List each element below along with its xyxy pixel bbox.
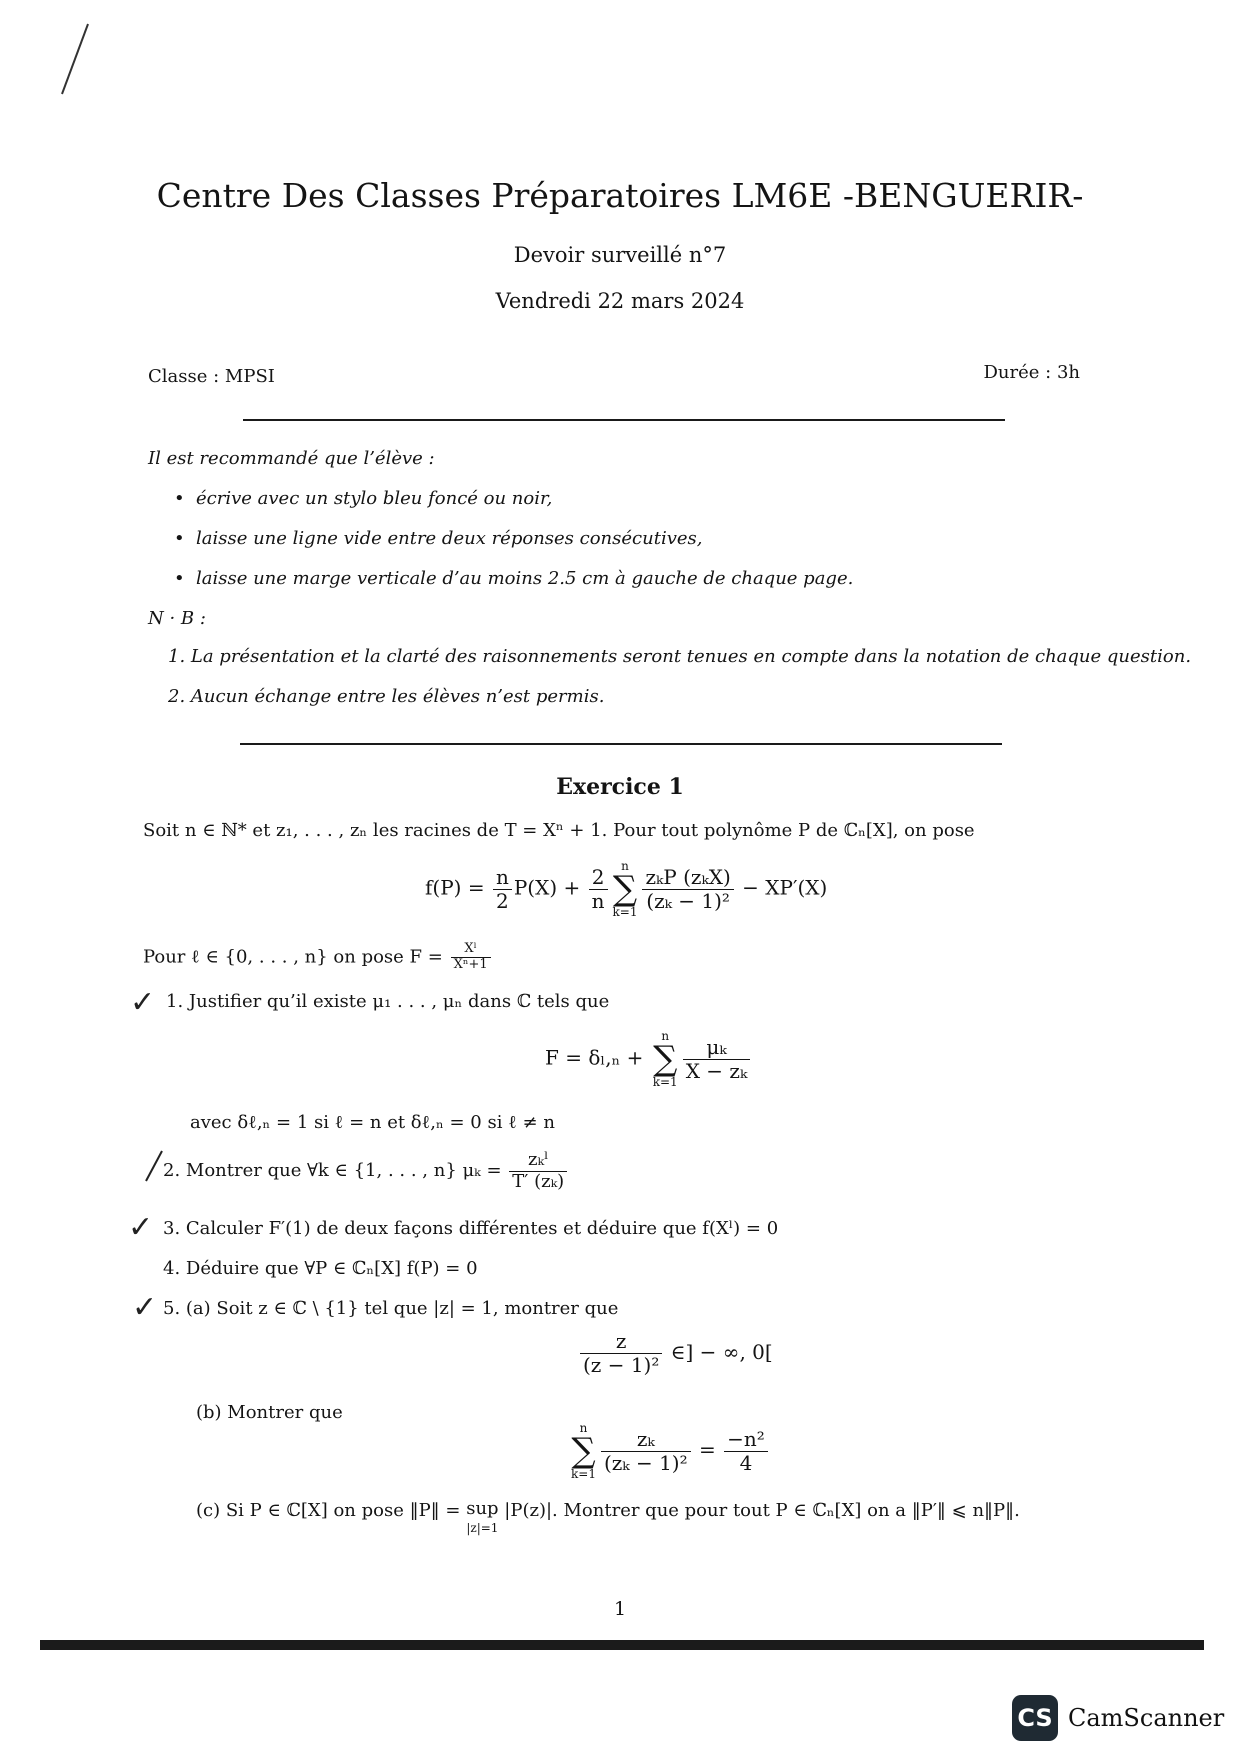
definition-text: Pour ℓ ∈ {0, . . . , n} on pose F = bbox=[143, 946, 449, 968]
class-label: Classe : MPSI bbox=[148, 366, 275, 387]
frac-num: −n² bbox=[727, 1426, 765, 1451]
frac-den: n bbox=[589, 889, 608, 913]
frac-num: zₖˡ bbox=[528, 1149, 549, 1170]
frac-den: X − zₖ bbox=[683, 1059, 751, 1083]
fraction-result bbox=[724, 1428, 768, 1475]
duration-label: Durée : 3h bbox=[983, 362, 1080, 383]
question-5c-text: (c) Si P ∈ ℂ[X] on pose ‖P‖ = bbox=[196, 1500, 467, 1521]
sum-symbol: n ∑ k=1 bbox=[652, 1029, 678, 1089]
exam-date: Vendredi 22 mars 2024 bbox=[495, 289, 745, 313]
formula-q1 bbox=[545, 1030, 752, 1088]
formula-f bbox=[425, 860, 827, 918]
frac-den: T′ (zₖ) bbox=[509, 1171, 567, 1193]
equals-sign: = bbox=[692, 1437, 723, 1462]
delta-definition: avec δℓ,ₙ = 1 si ℓ = n et δℓ,ₙ = 0 si ℓ ≠ n bbox=[190, 1112, 555, 1133]
formula-tail: − XP′(X) bbox=[735, 875, 828, 900]
fraction-z bbox=[580, 1330, 662, 1377]
nb-label: N · B : bbox=[148, 608, 206, 629]
pen-stroke-mark bbox=[50, 20, 100, 100]
question-2-text: 2. Montrer que ∀k ∈ {1, . . . , n} μₖ = bbox=[163, 1160, 508, 1182]
frac-den: 4 bbox=[724, 1451, 768, 1475]
check-mark-icon: ✓ bbox=[128, 1210, 154, 1245]
question-5c bbox=[196, 1500, 1020, 1534]
camscanner-name: CamScanner bbox=[1068, 1704, 1225, 1732]
frac-num: μₖ bbox=[706, 1034, 727, 1059]
question-2 bbox=[163, 1150, 569, 1192]
fraction-2-over-n bbox=[589, 866, 608, 913]
sum-upper: n bbox=[579, 1421, 588, 1435]
frac-num: zₖ bbox=[636, 1426, 655, 1451]
question-5c-text-end: |P(z)|. Montrer que pour tout P ∈ ℂₙ[X] on a ‖P′‖ ⩽ n‖P‖. bbox=[498, 1500, 1020, 1521]
fraction-mu-k bbox=[509, 1150, 567, 1192]
nb-item: 2. Aucun échange entre les élèves n’est permis. bbox=[168, 686, 605, 707]
sum-lower: k=1 bbox=[612, 905, 638, 919]
fraction-zk bbox=[601, 1428, 691, 1475]
frac-num: 2 bbox=[591, 864, 605, 889]
instruction-bullet: • laisse une marge verticale d’au moins 2.5 cm à gauche de chaque page. bbox=[196, 568, 853, 589]
exam-name: Devoir surveillé n°7 bbox=[513, 243, 727, 267]
nb-item: 1. La présentation et la clarté des raisonnements seront tenues en compte dans la notation de chaque question. bbox=[168, 646, 1192, 667]
fraction-mu bbox=[683, 1036, 751, 1083]
sum-symbol: n ∑ k=1 bbox=[612, 859, 638, 919]
frac-den: (zₖ − 1)² bbox=[601, 1451, 691, 1475]
fraction-sum-term bbox=[642, 866, 733, 913]
sup-subscript: |z|=1 bbox=[466, 1521, 499, 1535]
frac-den: (zₖ − 1)² bbox=[642, 889, 733, 913]
frac-num: n bbox=[495, 864, 509, 889]
scan-edge-band bbox=[40, 1640, 1204, 1650]
sup-operator bbox=[466, 1500, 498, 1534]
page-number: 1 bbox=[613, 1598, 627, 1620]
formula-px: P(X) + bbox=[513, 875, 587, 900]
question-5b: (b) Montrer que bbox=[196, 1402, 343, 1423]
frac-den: (z − 1)² bbox=[580, 1353, 662, 1377]
divider-bottom bbox=[240, 743, 1002, 745]
formula-lhs: f(P) = bbox=[425, 875, 491, 900]
camscanner-watermark bbox=[1012, 1695, 1224, 1741]
frac-num: zₖP (zₖX) bbox=[645, 864, 731, 889]
check-mark-icon: ✓ bbox=[130, 985, 156, 1020]
sum-upper: n bbox=[661, 1029, 670, 1043]
frac-den: Xⁿ+1 bbox=[451, 957, 491, 973]
formula-q5b bbox=[568, 1422, 770, 1480]
sum-lower: k=1 bbox=[652, 1075, 678, 1089]
exercise-title: Exercice 1 bbox=[556, 774, 684, 800]
instructions-intro: Il est recommandé que l’élève : bbox=[148, 448, 435, 469]
camscanner-logo-icon: CS bbox=[1012, 1695, 1058, 1741]
question-5a: 5. (a) Soit z ∈ ℂ \ {1} tel que |z| = 1, montrer que bbox=[163, 1298, 619, 1319]
instruction-bullet: • écrive avec un stylo bleu foncé ou noir, bbox=[196, 488, 552, 509]
frac-num: Xˡ bbox=[464, 941, 477, 956]
frac-num: z bbox=[615, 1329, 627, 1353]
exercise-intro: Soit n ∈ ℕ* et z₁, . . . , zₙ les racines de T = Xⁿ + 1. Pour tout polynôme P de ℂₙ[X], on pose bbox=[143, 820, 975, 841]
definition-F bbox=[143, 942, 493, 973]
divider-top bbox=[243, 419, 1005, 421]
sum-lower: k=1 bbox=[571, 1467, 596, 1481]
instruction-bullet: • laisse une ligne vide entre deux réponses consécutives, bbox=[196, 528, 702, 549]
sum-symbol: n ∑ k=1 bbox=[571, 1421, 596, 1481]
question-1: 1. Justifier qu’il existe μ₁ . . . , μₙ dans ℂ tels que bbox=[166, 991, 610, 1012]
formula-q5a bbox=[578, 1330, 773, 1377]
doc-title: Centre Des Classes Préparatoires LM6E -BENGUERIR- bbox=[156, 176, 1084, 215]
formula-lhs: F = δₗ,ₙ + bbox=[545, 1045, 650, 1070]
frac-den: 2 bbox=[493, 889, 512, 913]
sup-label: sup bbox=[466, 1498, 499, 1519]
check-mark-icon: ✓ bbox=[132, 1290, 158, 1325]
fraction-n-over-2 bbox=[493, 866, 512, 913]
fraction-F bbox=[451, 942, 491, 973]
question-3: 3. Calculer F′(1) de deux façons différentes et déduire que f(Xˡ) = 0 bbox=[163, 1218, 779, 1239]
question-4: 4. Déduire que ∀P ∈ ℂₙ[X] f(P) = 0 bbox=[163, 1258, 478, 1279]
formula-tail: ∈] − ∞, 0[ bbox=[664, 1340, 773, 1364]
sum-upper: n bbox=[621, 859, 629, 873]
